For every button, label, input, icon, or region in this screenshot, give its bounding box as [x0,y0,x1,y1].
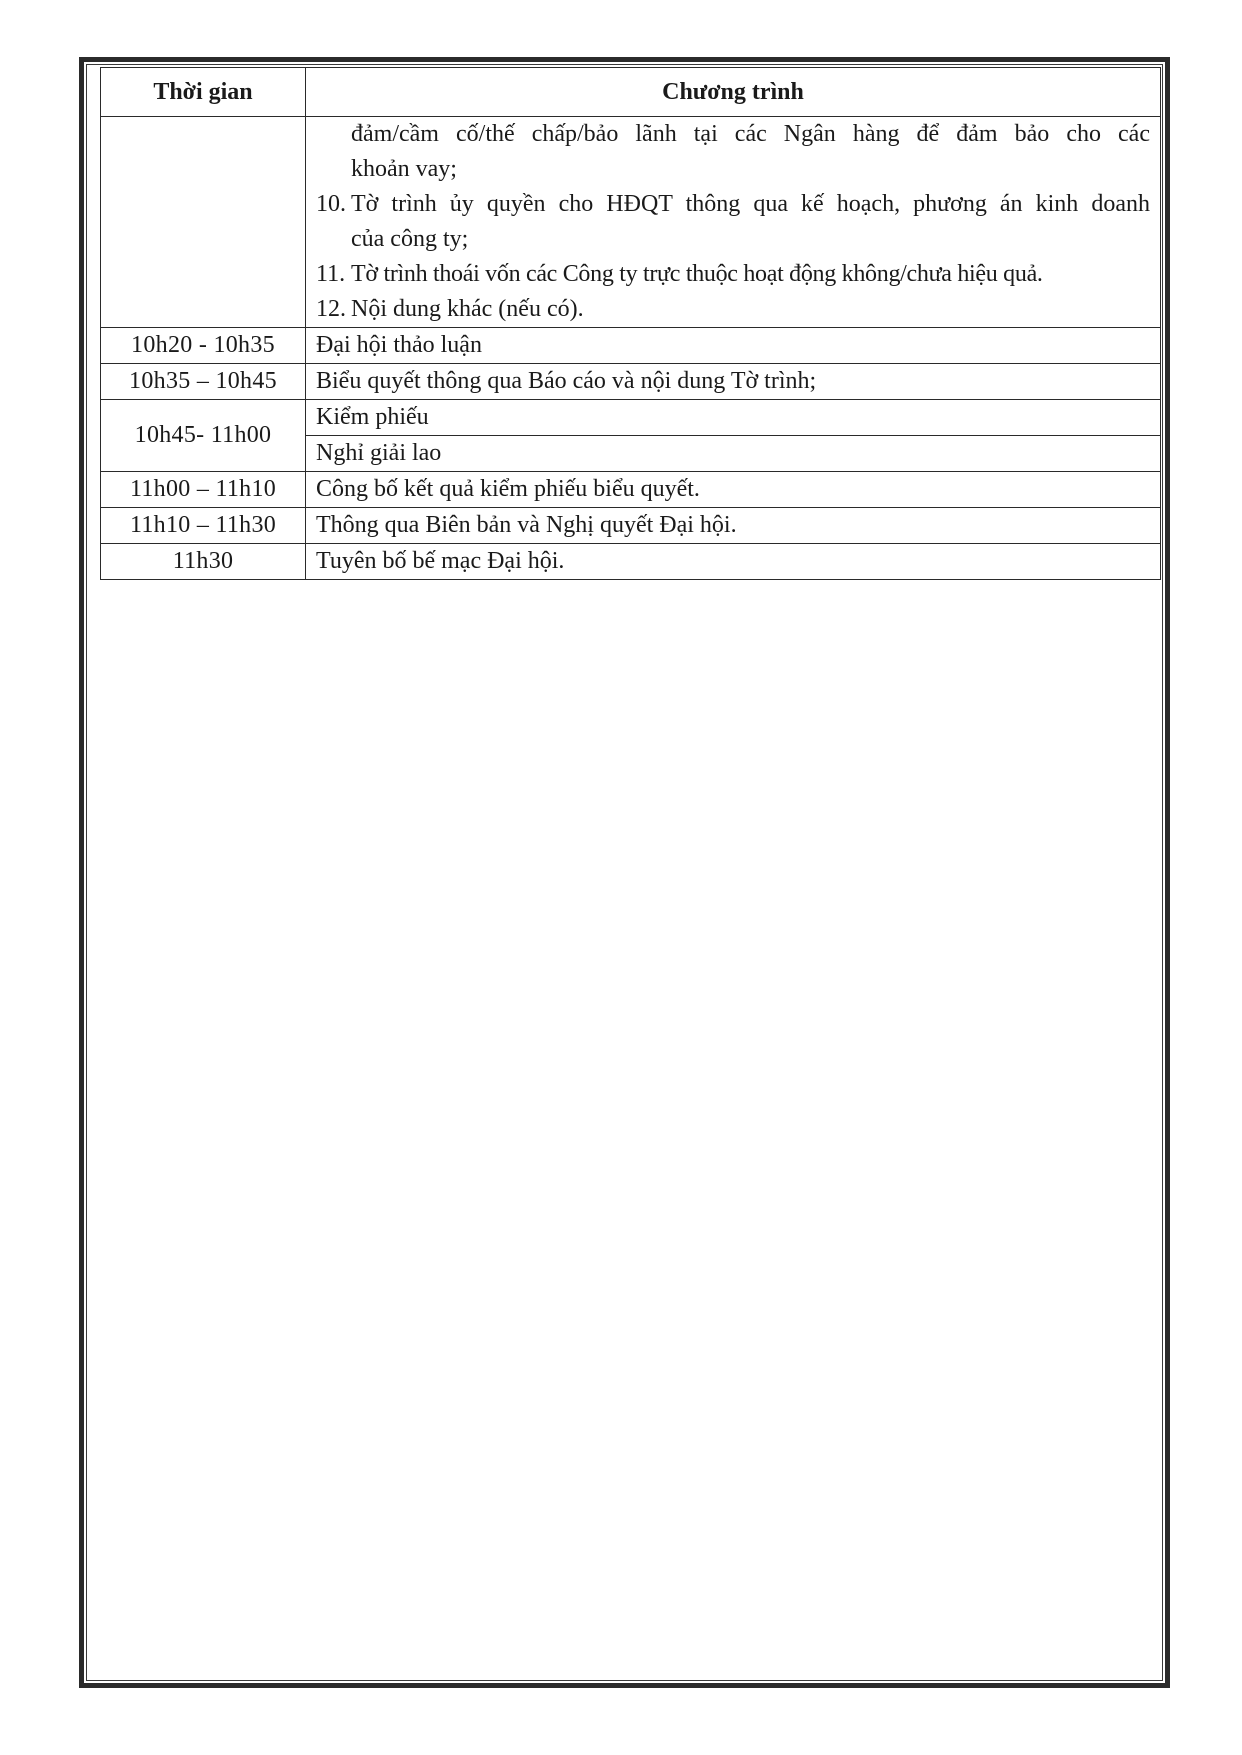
list-item-text: Nội dung khác (nếu có). [351,296,584,322]
time-cell: 11h00 – 11h10 [101,472,306,508]
program-cell: Nghỉ giải lao [306,436,1161,472]
list-item-number: 10. [316,191,346,217]
header-program: Chương trình [306,68,1161,117]
program-cell: Biểu quyết thông qua Báo cáo và nội dung Tờ trình; [306,364,1161,400]
program-cell: Đại hội thảo luận [306,328,1161,364]
table-row [101,400,1161,436]
header-time: Thời gian [101,68,306,117]
program-cell: Kiểm phiếu [306,400,1161,436]
continuation-line: đảm/cầm cố/thế chấp/bảo lãnh tại các Ngân hàng để đảm bảo cho các [351,121,1150,147]
list-item [316,257,1150,292]
program-cell: Thông qua Biên bản và Nghị quyết Đại hội. [306,508,1161,544]
table-row [101,472,1161,508]
program-cell: Công bố kết quả kiểm phiếu biểu quyết. [306,472,1161,508]
program-cell: Tuyên bố bế mạc Đại hội. [306,544,1161,580]
continuation-line: khoản vay; [351,156,457,182]
list-item [316,292,1150,327]
program-cell-continuation [306,117,1161,328]
time-cell: 11h30 [101,544,306,580]
list-item-text: Tờ trình ủy quyền cho HĐQT thông qua kế hoạch, phương án kinh doanh [351,191,1150,217]
list-item-text: của công ty; [351,226,469,252]
table-row [101,544,1161,580]
table-row-continuation [101,117,1161,328]
table-row [101,508,1161,544]
table-row [101,328,1161,364]
time-cell: 11h10 – 11h30 [101,508,306,544]
time-cell: 10h35 – 10h45 [101,364,306,400]
table-header-row [101,68,1161,117]
list-item [316,187,1150,257]
time-cell: 10h20 - 10h35 [101,328,306,364]
list-item-text: Tờ trình thoái vốn các Công ty trực thuộc hoạt động không/chưa hiệu quả. [351,261,1043,287]
table-row [101,364,1161,400]
time-cell: 10h45- 11h00 [101,400,306,472]
list-item-number: 11. [316,261,346,287]
time-cell-empty [101,117,306,328]
list-item-number: 12. [316,296,346,322]
agenda-table [100,67,1161,580]
